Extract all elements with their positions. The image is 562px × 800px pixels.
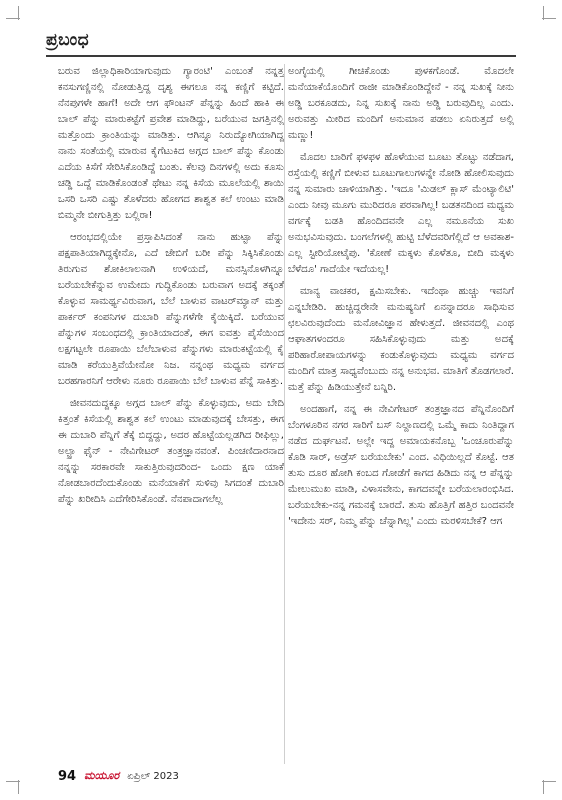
paragraph: ಜೀವನದುದ್ದಕ್ಕೂ ಅಗ್ಗದ ಬಾಲ್ ಪೆನ್ನು ಕೊಳ್ಳುವುದು, ಅದು ಬೇದಿ ಕಿತ್ತಂತೆ ಕಿಸೆಯಲ್ಲಿ ಶಾಶ್ವತ ಕಲೆ ಉಂಟು ಮಾಡುವುದಕ್ಕೆ ಬೇಸತ್ತು, ಈಗ ಈ ದುಬಾರಿ ಪೆನ್ನಿಗೆ ತೆಕ್ಕೆ ಬಿದ್ದದ್ದು, ಅದರ ಹೊಟ್ಟೆಯಲ್ಲಡಗಿದ ರೀಫಿಲ್ಲು, ಅಲ್ಟ್ರಾ ಫೈನ್ - ನೇವಿಗೇಟರ್ ತಂತ್ರಜ್ಞಾನವಂತೆ. ಪಿಂಚಣಿದಾರನಾದ ನನ್ನನ್ನು ಸರಕಾರವೇ ಸಾಕುತ್ತಿರುವುದರಿಂದ- ಒಂದು ಕ್ಷಣ ಯಾಕೆ ನೋಡಬಾರದೆಂದುಕೊಂಡು ಮನೆಯಾಕೆಗೆ ಸುಳಿವು ಸಿಗದಂತೆ ದುಬಾರಿ ಪೆನ್ನು ಖರೀದಿಸಿ ಎದೆಗೇರಿಸಿಕೊಂಡೆ. ನೆನಪಾದಾಗಲೆಲ್ಲ bbox=[58, 398, 284, 505]
page-number: 94 bbox=[58, 768, 77, 784]
left-column bbox=[58, 64, 284, 514]
column-divider bbox=[284, 64, 285, 764]
page-footer bbox=[58, 766, 179, 786]
section-title: ಪ್ರಬಂಧ bbox=[46, 30, 90, 50]
crop-mark bbox=[543, 780, 544, 794]
magazine-logo: ಮಯೂರ bbox=[84, 769, 120, 782]
paragraph: ಅಂದಹಾಗೆ, ನನ್ನ ಈ ನೇವಿಗೇಟರ್ ತಂತ್ರಜ್ಞಾನದ ಪೆನ್ನಿನೊಂದಿಗೆ ಬೆಂಗಳೂರಿನ ನಗರ ಸಾರಿಗೆ ಬಸ್ ನಿಲ್ದಾಣದಲ್ಲಿ ಒಮ್ಮೆ ಕಾದು ನಿಂತಿದ್ದಾಗ ನಡೆದ ದುರ್ಘಟನೆ. ಅಲ್ಲೇ ಇದ್ದ ಅಮಾಯಕನೊಬ್ಬ 'ಒಂಚೂರುಪೆನ್ನು ಕೊಡಿ ಸಾರ್, ಅಡ್ರೆಸ್ ಬರೆಯಬೇಕು' ಎಂದ. ವಿಧಿಯಿಲ್ಲದೆ ಕೊಟ್ಟೆ. ಆತ ತುಸು ದೂರ ಹೋಗಿ ಕಂಬದ ಗೋಡೆಗೆ ಕಾಗದ ಹಿಡಿದು ನನ್ನ ಆ ಪೆನ್ನನ್ನು ಮೇಲುಮುಖ ಮಾಡಿ, ವಿಳಾಸವೇನು, ಕಾಗದವನ್ನೇ ಬರೆಯಲಾರಂಭಿಸಿದ. ಬರೆಯಬೇಕು-ನನ್ನ ಗಮನಕ್ಕೆ ಬಾರದೆ. ತುಸು ಹೊತ್ತಿಗೆ ಹತ್ತಿರ ಬಂದವನೇ 'ಇದೇನು ಸರ್, ನಿಮ್ಮ ಪೆನ್ನು ಚೆನ್ನಾಗಿಲ್ಲ' ಎಂದು ಮರಳಿಸಬೇಕೆ? ಆಗ bbox=[288, 404, 514, 527]
crop-mark bbox=[542, 781, 556, 782]
paragraph: ಆರಂಭದಲ್ಲಿಯೇ ಪ್ರಸ್ತಾಪಿಸಿದಂತೆ ನಾನು ಹುಟ್ಟಾ ಪೆನ್ನು ಪಕ್ಷಪಾತಿಯಾಗಿದ್ದಕ್ಕೇನೊ, ಎದೆ ಜೇಬಿಗೆ ಬರೀ ಪೆನ್ನು ಸಿಕ್ಕಿಸಿಕೊಂಡು ತಿರುಗುವ ಶೋಕಿಲಾಲನಾಗಿ ಉಳಿಯದೆ, ಮನಸ್ಸಿನೊಳಗಿನ್ನೂ ಬರೆಯಬೇಕೆನ್ನುವ ಉಮೇದು ಗುದ್ದಿಕೊಂಡು ಬರುವಾಗ ಅದಕ್ಕೆ ತಕ್ಕಂತೆ ಕೊಳ್ಳುವ ಸಾಮರ್ಥ್ಯವಿರುವಾಗ, ಬೆಲೆ ಬಾಳುವ ವಾಟರ್‌ಮ್ಯಾನ್ ಮತ್ತು ಪಾರ್ಕರ್ ಕಂಪನಿಗಳ ದುಬಾರಿ ಪೆನ್ನುಗಳೆಗೇ ಕೈಯಿಕ್ಕಿದೆ. ಬರೆಯುವ ಪೆನ್ನುಗಳ ಸಂಬಂಧದಲ್ಲಿ ಕ್ರಾಂತಿಯಾದಂತೆ, ಈಗ ಐವತ್ತು ಪೈಸೆಯಿಂದ ಲಕ್ಷಗಟ್ಟಲೇ ರೂಪಾಯಿ ಬೆಲೆಬಾಳುವ ಪೆನ್ನುಗಳು ಮಾರುಕಟ್ಟೆಯಲ್ಲಿ ಕೈ ಮಾಡಿ ಕರೆಯುತ್ತಿವೆಯೇನೋ ನಿಜ. ನನ್ನಂಥ ಮಧ್ಯಮ ವರ್ಗದ ಬರಹಗಾರನಿಗೆ ಆರೇಳು ನೂರು ರೂಪಾಯಿ ಬೆಲೆ ಬಾಳುವ ಪೆನ್ನೆ ಸಾಕಿತ್ತು. bbox=[58, 232, 284, 387]
crop-mark bbox=[542, 18, 556, 19]
crop-mark bbox=[543, 6, 544, 20]
paragraph: ಬರುವ ಜಿಲ್ಲಾಧಿಕಾರಿಯಾಗುವುದು ಗ್ಯಾರಂಟಿ' ಎಂಬಂತೆ ನನ್ನತ್ತ ಕನಸುಗಣ್ಣಿನಲ್ಲಿ ನೋಡುತ್ತಿದ್ದ ದೃಶ್ಯ ಈಗಲೂ ನನ್ನ ಕಣ್ಣಿಗೆ ಕಟ್ಟಿದೆ. ನೆನಪುಗಳೇ ಹಾಗೆ! ಅದೇ ಆಗ ಫೌಂಟನ್ ಪೆನ್ನನ್ನು ಹಿಂದೆ ಹಾಕಿ ಈ ಬಾಲ್ ಪೆನ್ನು ಮಾರುಕಟ್ಟೆಗೆ ಪ್ರವೇಶ ಮಾಡಿದ್ದು, ಬರೆಯುವ ಜಗತ್ತಿನಲ್ಲಿ ಮತ್ತೊಂದು ಕ್ರಾಂತಿಯನ್ನು ಮಾಡಿತ್ತು. ಆಗಿನ್ನೂ ನಿರುದ್ಯೋಗಿಯಾಗಿದ್ದ ನಾನು ಸಂತೆಯಲ್ಲಿ ಮಾರುವ ಕೈಗೆಟುಕಿದ ಅಗ್ಗದ ಬಾಲ್ ಪೆನ್ನು ಕೊಂಡು ಎದೆಯ ಕಿಸೆಗೆ ಸೇರಿಸಿಕೊಂಡಿದ್ದೆ ಬಂತು. ಕೆಲವು ದಿನಗಳಲ್ಲಿ ಅದು ಕೂಸು ಚಡ್ಡಿ ಒದ್ದೆ ಮಾಡಿಕೊಂಡಂತೆ ಥೇಟು ನನ್ನ ಕಿಸೆಯ ಮೂಲೆಯಲ್ಲಿ ಶಾಯಿ ಒಸರಿ ಒಸರಿ ಎಷ್ಟು ತೊಳೆದರು ಹೋಗದ ಶಾಶ್ವತ ಕಲೆ ಉಂಟು ಮಾಡಿ ಬಿಮ್ಮನೇ ಬೀಗುತ್ತಿತ್ತು ಬಲ್ಲಿರಾ! bbox=[58, 66, 284, 221]
right-column bbox=[288, 64, 514, 536]
crop-mark bbox=[18, 6, 19, 20]
paragraph: ಮಾನ್ಯ ವಾಚಕರ, ಕ್ಷಮಿಸಬೇಕು. ಇದೆಂಥಾ ಹುಚ್ಚು ಇವನಿಗೆ ಎನ್ನಬೇಡಿರಿ. ಹುಚ್ಚಿದ್ದರೇನೇ ಮನುಷ್ಯನಿಗೆ ಏನನ್ನಾದರೂ ಸಾಧಿಸುವ ಛಲವಿರುವುದೆಂದು ಮನೋವಿಜ್ಞಾನ ಹೇಳುತ್ತದೆ. ಜೀವನದಲ್ಲಿ ಎಂಥ ಆಘಾತಗಳಂದರೂ ಸಹಿಸಿಕೊಳ್ಳುವುದು ಮತ್ತು ಅದಕ್ಕೆ ಪರಿಹಾರೋಪಾಯಗಳನ್ನು ಕಂಡುಕೊಳ್ಳುವುದು ಮಧ್ಯಮ ವರ್ಗದ ಮಂದಿಗೆ ಮಾತ್ರ ಸಾಧ್ಯವೆಂಬುದು ನನ್ನ ಅನುಭವ. ಮಾತಿಗೆ ತೊಡಗಲಾರೆ. ಮತ್ತೆ ಪೆನ್ನು ಹಿಡಿಯುತ್ತೇನೆ ಬನ್ನಿರಿ. bbox=[288, 286, 514, 393]
paragraph: ಅಂಗೈಯಲ್ಲಿ ಗೀಚಿಕೊಂಡು ಪುಳಕಗೊಂಡೆ. ಮೊದಲೇ ಮನೆಯಾಕೆಯೊಂದಿಗೆ ರಾಜೀ ಮಾಡಿಕೊಂಡಿದ್ದೇನೆ - ನನ್ನ ಸುಖಕ್ಕೆ ನೀನು ಅಡ್ಡಿ ಬರಕೂಡದು, ನಿನ್ನ ಸುಖಕ್ಕೆ ನಾನು ಅಡ್ಡಿ ಬರುವುದಿಲ್ಲ ಎಂದು. ಅರುವತ್ತು ಮೀರಿದ ಮಂದಿಗೆ ಅನುಮಾನ ಪಡಲು ಏನಿರುತ್ತದೆ ಅಲ್ಲಿ ಮಣ್ಣು! bbox=[288, 66, 514, 141]
paragraph: ಮೊದಲ ಬಾರಿಗೆ ಫಳಫಳ ಹೊಳೆಯುವ ಬೂಟು ತೊಟ್ಟು ನಡೆದಾಗ, ರಸ್ತೆಯಲ್ಲಿ ಕಣ್ಣಿಗೆ ಬೀಳುವ ಬೂಟುಗಾಲುಗಳನ್ನೇ ನೋಡಿ ಹೋಲಿಸುವುದು ನನ್ನ ಸುಮಾರು ಚಾಳಿಯಾಗಿತ್ತು. 'ಇದೂ 'ಮಿಡಲ್ ಕ್ಲಾಸ್ ಮೆಂಟ್ಯಾಲಿಟಿ' ಎಂದು ನೀವು ಮೂಗು ಮುರಿದರೂ ಪರವಾಗಿಲ್ಲ! ಬಡತನದಿಂದ ಮಧ್ಯಮ ವರ್ಗಕ್ಕೆ ಬಡತಿ ಹೊಂದಿದವನೇ ಎಲ್ಲ ನಮೂನೆಯ ಸುಖ ಅನುಭವಿಸುವುದು. ಬಂಗಲೆಗಳಲ್ಲಿ ಹುಟ್ಟಿ ಬೆಳೆದವರಿಗೆಲ್ಲಿದೆ ಆ ಅವಕಾಶ- ಎಲ್ಲ ಸ್ಟೀರಿಯೋಟೈಪು. 'ಕೋಣೆ ಮಕ್ಕಳು ಕೊಳೆತೂ, ಬೀದಿ ಮಕ್ಕಳು ಬೆಳೆದೂ' ಗಾದೆಯೇ ಇದೆಯಲ್ಲ! bbox=[288, 152, 514, 275]
crop-mark bbox=[18, 780, 19, 794]
issue-date: ಏಪ್ರಿಲ್ 2023 bbox=[127, 770, 179, 782]
title-divider bbox=[46, 55, 516, 57]
